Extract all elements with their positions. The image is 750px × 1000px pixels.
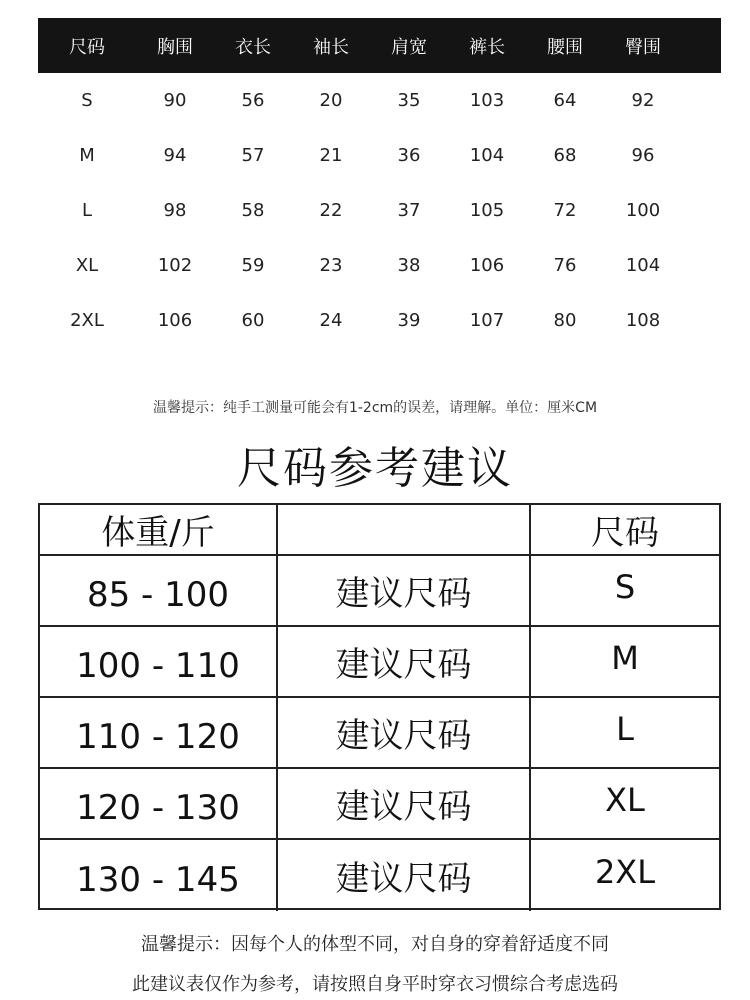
table-cell: 2XL: [70, 310, 104, 331]
table-cell: 105: [469, 200, 505, 221]
table-cell: 108: [625, 310, 661, 331]
footer-note-line-1: 温馨提示：因每个人的体型不同，对自身的穿着舒适度不同: [141, 934, 609, 955]
table-cell: 39: [397, 310, 421, 331]
table-row: [38, 128, 721, 183]
table-cell: 106: [469, 255, 505, 276]
suggest-label: 建议尺码: [278, 556, 531, 625]
reference-row: [40, 556, 719, 627]
size-chart-header: [38, 18, 721, 73]
weight-range: 120 - 130: [40, 769, 278, 838]
suggested-size: L: [616, 709, 634, 748]
suggest-label: 建议尺码: [278, 698, 531, 767]
table-cell: 98: [163, 200, 187, 221]
header-hip: 臀围: [625, 36, 661, 58]
table-cell: 102: [157, 255, 193, 276]
weight-range: 85 - 100: [40, 556, 278, 625]
table-cell: 56: [241, 90, 265, 111]
table-cell: 24: [319, 310, 343, 331]
suggest-label: 建议尺码: [278, 769, 531, 838]
reference-header-row: [40, 505, 719, 556]
table-cell: S: [81, 90, 93, 111]
size-reference-table: [38, 503, 721, 910]
header-size: 尺码: [591, 513, 659, 553]
table-cell: 37: [397, 200, 421, 221]
table-cell: 20: [319, 90, 343, 111]
footer-note-line-2: 此建议表仅作为参考，请按照自身平时穿衣习惯综合考虑选码: [132, 974, 618, 995]
table-row: [38, 238, 721, 293]
header-waist: 腰围: [547, 36, 583, 58]
weight-range: 100 - 110: [40, 627, 278, 696]
table-cell: 104: [469, 145, 505, 166]
table-cell: 36: [397, 145, 421, 166]
reference-row: [40, 627, 719, 698]
table-cell: 22: [319, 200, 343, 221]
suggest-label: 建议尺码: [278, 840, 531, 911]
header-weight: 体重/斤: [40, 505, 278, 554]
header-blank: [278, 505, 531, 554]
table-cell: 100: [625, 200, 661, 221]
table-cell: 57: [241, 145, 265, 166]
table-cell: 58: [241, 200, 265, 221]
size-chart-table: [38, 18, 721, 348]
table-cell: 38: [397, 255, 421, 276]
table-cell: 92: [631, 90, 655, 111]
table-cell: 21: [319, 145, 343, 166]
header-sleeve: 袖长: [313, 36, 349, 58]
table-cell: 90: [163, 90, 187, 111]
table-cell: 64: [553, 90, 577, 111]
table-row: [38, 183, 721, 238]
table-cell: 35: [397, 90, 421, 111]
suggested-size: S: [614, 567, 636, 606]
table-cell: 94: [163, 145, 187, 166]
weight-range: 130 - 145: [40, 840, 278, 911]
table-cell: 68: [553, 145, 577, 166]
reference-row: [40, 769, 719, 840]
table-cell: 96: [631, 145, 655, 166]
table-cell: 23: [319, 255, 343, 276]
table-cell: 59: [241, 255, 265, 276]
suggested-size: 2XL: [594, 852, 656, 891]
suggest-label: 建议尺码: [278, 627, 531, 696]
header-pants-length: 裤长: [469, 36, 505, 58]
table-cell: 106: [157, 310, 193, 331]
table-row: [38, 293, 721, 348]
table-cell: M: [79, 145, 95, 166]
measurement-note: 温馨提示：纯手工测量可能会有1-2cm的误差，请理解。单位：厘米CM: [152, 400, 598, 416]
table-cell: 103: [469, 90, 505, 111]
table-cell: 72: [553, 200, 577, 221]
reference-row: [40, 698, 719, 769]
reference-title: 尺码参考建议: [237, 443, 513, 494]
table-cell: 60: [241, 310, 265, 331]
table-cell: 80: [553, 310, 577, 331]
header-shoulder: 肩宽: [391, 36, 427, 58]
suggested-size: M: [611, 638, 639, 677]
table-cell: 104: [625, 255, 661, 276]
weight-range: 110 - 120: [40, 698, 278, 767]
header-chest: 胸围: [157, 36, 193, 58]
reference-row: [40, 840, 719, 911]
table-cell: 76: [553, 255, 577, 276]
table-row: [38, 73, 721, 128]
table-cell: 107: [469, 310, 505, 331]
header-length: 衣长: [235, 36, 271, 58]
header-size: 尺码: [69, 36, 105, 58]
table-cell: L: [81, 200, 93, 221]
suggested-size: XL: [605, 780, 645, 819]
table-cell: XL: [75, 255, 99, 276]
